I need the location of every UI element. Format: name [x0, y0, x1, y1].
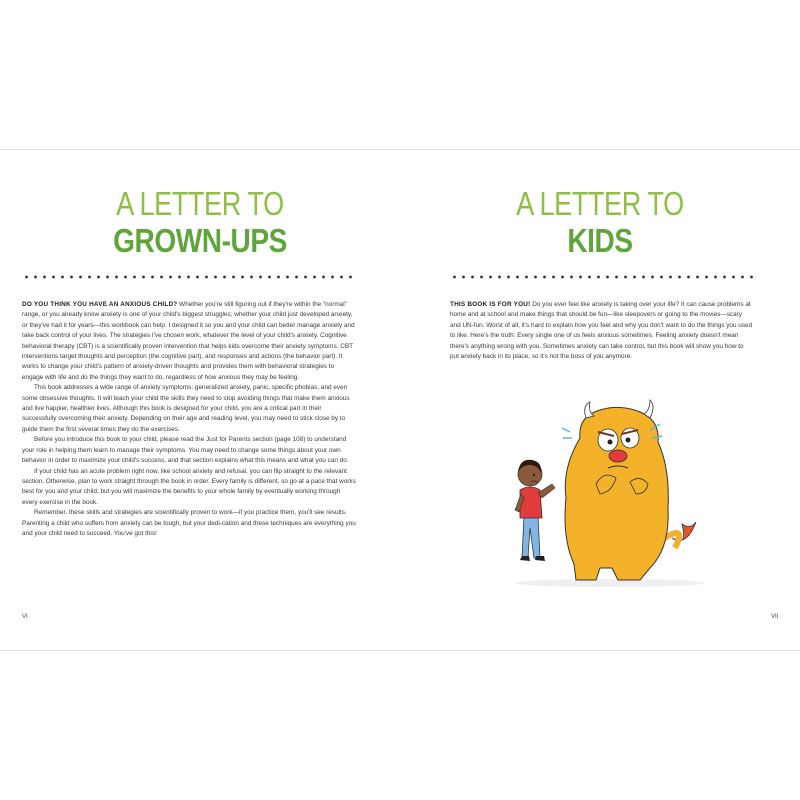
right-body-text — [450, 300, 754, 362]
right-title-line1: A LETTER TO — [516, 185, 684, 222]
right-lead-in: THIS BOOK IS FOR YOU! — [450, 301, 531, 308]
right-paragraph-1 — [450, 300, 754, 362]
left-paragraph-1-text: Whether you're still figuring out if they're within the “normal” range, or you already know anxiety is one of your child's biggest struggles; whether your child just developed anxiety, or they've had it for years—this workbook can help. I designed it so you and your child can better manage anxiety and take back control of your lives. The strategies I've chosen work, whatever the level of your child's anxiety. Cognitive behavioral therapy (CBT) is a scientifically proven intervention that helps kids overcome their anxiety symptoms. CBT interventions target thoughts and perception (the cognitive part), and responses and actions (the behavior part). It works to change your child's pattern of anxiety-driven thoughts and provides them with behavioral strategies to engage with life and do the things they want to do, regardless of how anxious they may be feeling. — [22, 301, 355, 381]
left-title-line1: A LETTER TO — [116, 185, 284, 222]
left-paragraph-2: This book addresses a wide range of anxiety symptoms: generalized anxiety, panic, specific phobias, and even some obsessive thoughts. It will teach your child the skills they need to stop avoiding things that make them anxious and live happier, healthier lives. Although this book is designed for your child, you are a critical part in their successfully overcoming their anxiety. Depending on their age and reading level, you may need to stick close by to guide them the first several times they do the exercises. — [22, 384, 350, 433]
left-paragraph-4: If your child has an acute problem right now, like school anxiety and refusal, you can flip straight to the relevant section. Otherwise, plan to work straight through the book in order. Every family is different, so go at a pace that works best for you and your child, but you will maximize the benefits to your whole family by eventually working through every exercise in the book. — [22, 467, 356, 506]
left-page — [0, 150, 400, 650]
right-paragraph-1-text: Do you ever feel like anxiety is taking over your life? It can cause problems at home and at school and make things that should be fun—like sleepovers or going to the movies—scary and UN-fun. Worst of all, it's hard to explain how you feel and why you don't want to do the things you used to like. Here's the truth: Every single one of us feels anxious sometimes. Feeling anxiety doesn't mean there's anything wrong with you. Sometimes anxiety can take control, but this book will show you how to put anxiety back in its place, so it's not the boss of you anymore. — [450, 301, 753, 361]
left-paragraph-5: Remember, these skills and strategies are scientifically proven to work—if you practice them, you'll see results. Parenting a child who suffers from anxiety can be tough, but your dedi-cation and these techniques are everything you and your child need to succeed. You've got this! — [22, 509, 356, 537]
dotted-divider — [22, 275, 352, 279]
boy-and-monster-illustration — [500, 398, 720, 593]
right-page — [400, 150, 800, 650]
left-title-line2: GROWN-UPS — [113, 222, 287, 259]
left-page-number: VI — [22, 614, 28, 620]
book-spread — [0, 149, 800, 651]
monster-figure — [562, 400, 696, 580]
right-page-number: VII — [771, 614, 779, 620]
left-paragraph-3: Before you introduce this book to your child, please read the Just for Parents section (page 108) to understand your role in helping them learn to manage their symptoms. You may need to change some things about your own behavior in order to maximize your child's success, and that section explains what this means and what you can do. — [22, 436, 349, 465]
right-title-line2: KIDS — [567, 222, 633, 259]
ground-shadow — [515, 579, 705, 587]
boy-figure — [515, 460, 555, 561]
left-paragraph-1 — [22, 300, 356, 383]
left-lead-in: DO YOU THINK YOU HAVE AN ANXIOUS CHILD? — [22, 301, 178, 308]
left-body-text — [22, 300, 356, 539]
dotted-divider — [450, 275, 754, 279]
